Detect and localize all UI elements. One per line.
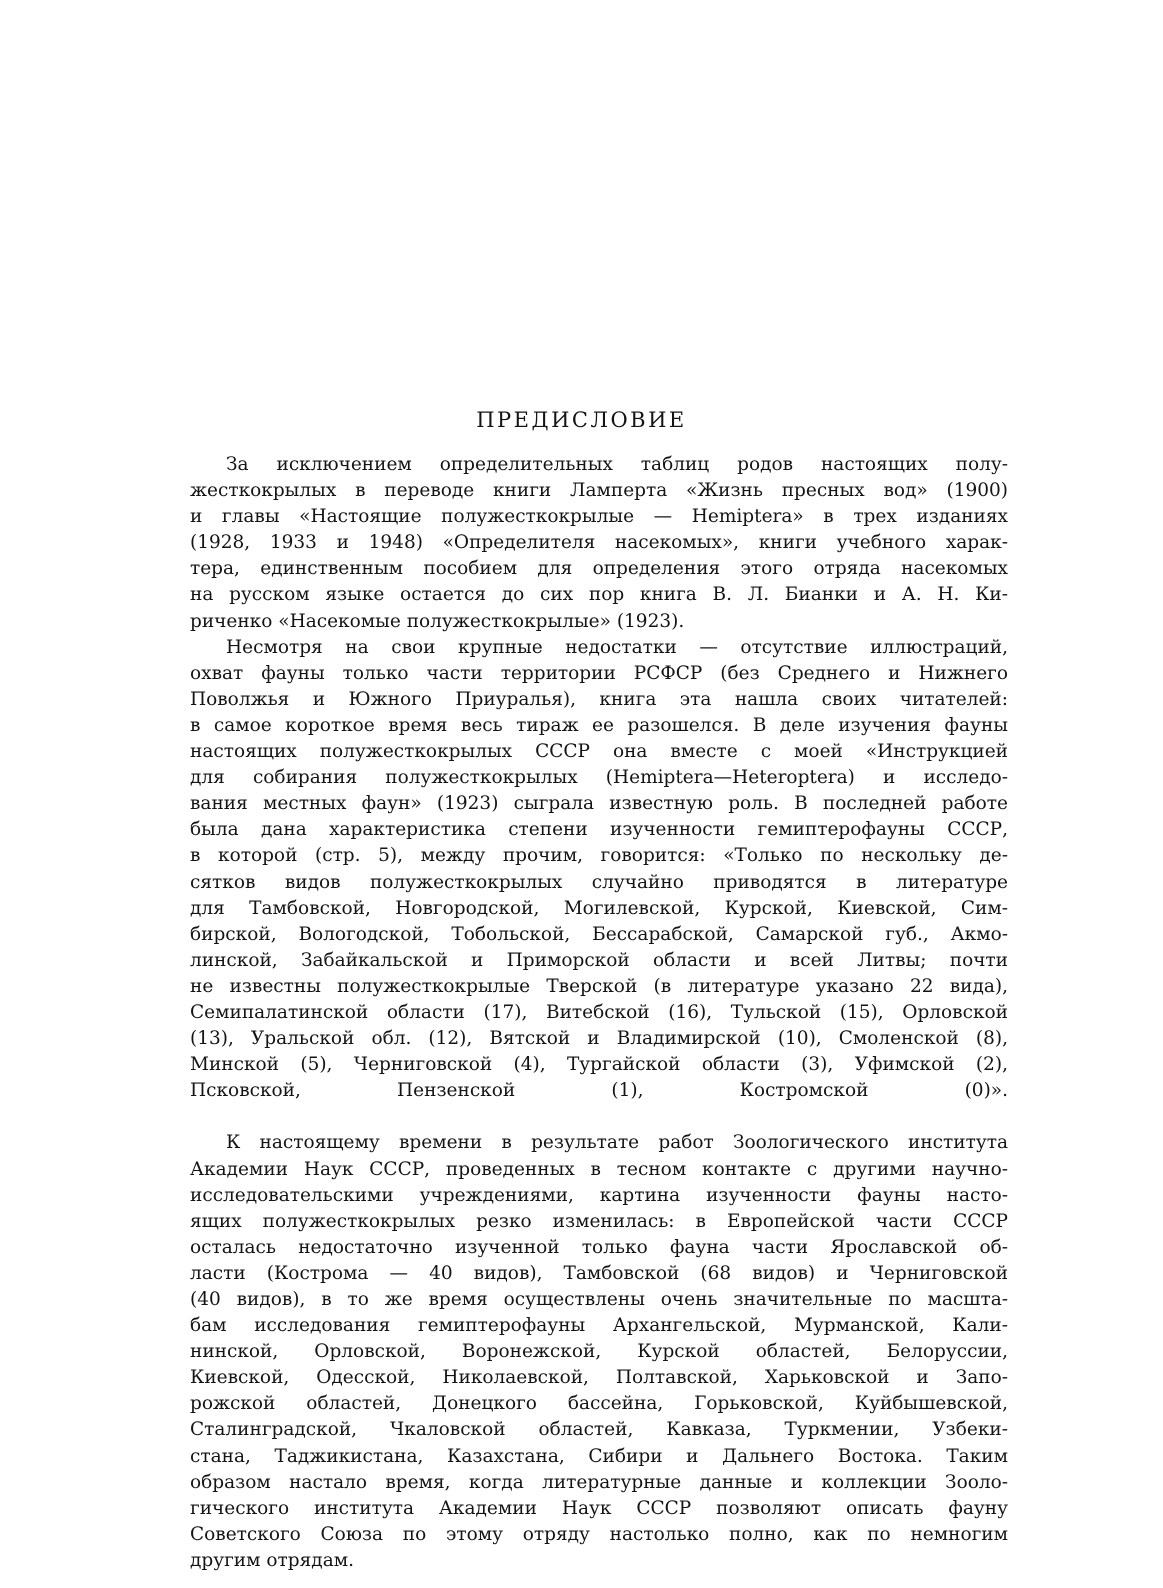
text-line: Киевской, Одесской, Николаевской, Полтавской, Харьковской и Запо- (190, 1367, 1008, 1389)
text-line: исследовательскими учреждениями, картина изученности фауны насто- (190, 1184, 1008, 1206)
text-line: в которой (стр. 5), между прочим, говорится: «Только по нескольку де- (190, 845, 1008, 867)
paragraph-3 (190, 1130, 1008, 1574)
text-line: жесткокрылых в переводе книги Ламперта «Жизнь пресных вод» (1900) (190, 480, 1008, 502)
text-line: стана, Таджикистана, Казахстана, Сибири и Дальнего Востока. Таким (190, 1445, 1008, 1467)
text-line: осталась недостаточно изученной только фауна части Ярославской об- (190, 1236, 1008, 1258)
page-title: ПРЕДИСЛОВИЕ (476, 408, 687, 432)
text-line: рожской областей, Донецкого бассейна, Горьковской, Куйбышевской, (190, 1393, 1008, 1415)
text-line: (1928, 1933 и 1948) «Определителя насекомых», книги учебного харак- (190, 532, 1008, 554)
text-line: на русском языке остается до сих пор книга В. Л. Бианки и А. Н. Ки- (190, 584, 1008, 606)
text-line: К настоящему времени в результате работ Зоологического института (226, 1132, 1008, 1154)
text-line: (13), Уральской обл. (12), Вятской и Владимирской (10), Смоленской (8), (190, 1028, 1008, 1050)
text-line: образом настало время, когда литературные данные и коллекции Зооло- (190, 1471, 1008, 1493)
text-line: тера, единственным пособием для определения этого отряда насекомых (190, 558, 1008, 580)
text-line: ящих полужесткокрылых резко изменилась: в Европейской части СССР (190, 1210, 1008, 1232)
text-line: Сталинградской, Чкаловской областей, Кавказа, Туркмении, Узбеки- (190, 1419, 1008, 1441)
text-line: Минской (5), Черниговской (4), Тургайской области (3), Уфимской (2), (190, 1054, 1008, 1076)
text-line: настоящих полужесткокрылых СССР она вместе с моей «Инструкцией (190, 741, 1008, 763)
text-line: вания местных фаун» (1923) сыграла известную роль. В последней работе (190, 793, 1008, 815)
text-line: ласти (Кострома — 40 видов), Тамбовской (68 видов) и Черниговской (190, 1262, 1008, 1284)
text-line: для собирания полужесткокрылых (Hemiptera—Heteroptera) и исследо- (190, 767, 1008, 789)
text-line: бирской, Вологодской, Тобольской, Бессарабской, Самарской губ., Акмо- (190, 923, 1008, 945)
paragraph-1 (190, 452, 1008, 635)
text-line: За исключением определительных таблиц родов настоящих полу- (226, 454, 1008, 475)
text-line: Академии Наук СССР, проведенных в тесном контакте с другими научно- (190, 1158, 1008, 1180)
text-line: бам исследования гемиптерофауны Архангельской, Мурманской, Кали- (190, 1315, 1008, 1337)
body-text (190, 452, 1008, 1574)
text-line: Советского Союза по этому отряду настолько полно, как по немногим (190, 1523, 1008, 1545)
text-line: Псковской, Пензенской (1), Костромской (0)». (190, 1080, 1008, 1102)
text-line: и главы «Настоящие полужесткокрылые — Hemiptera» в трех изданиях (190, 506, 1008, 528)
paragraph-2 (190, 635, 1008, 1131)
text-line: для Тамбовской, Новгородской, Могилевской, Курской, Киевской, Сим- (190, 897, 1008, 919)
text-line: охват фауны только части территории РСФСР (без Среднего и Нижнего (190, 662, 1008, 684)
text-line: Несмотря на свои крупные недостатки — отсутствие иллюстраций, (226, 636, 1008, 658)
text-line: гического института Академии Наук СССР позволяют описать фауну (190, 1497, 1008, 1519)
text-line: (40 видов), в то же время осуществлены очень значительные по масшта- (190, 1289, 1008, 1310)
text-line: риченко «Насекомые полужесткокрылые» (1923). (190, 610, 685, 632)
text-line: другим отрядам. (190, 1549, 354, 1571)
text-line: сятков видов полужесткокрылых случайно приводятся в литературе (190, 871, 1008, 893)
text-line: Поволжья и Южного Приуралья), книга эта нашла своих читателей: (190, 688, 1008, 710)
text-line (190, 1104, 1008, 1130)
text-line: была дана характеристика степени изученности гемиптерофауны СССР, (190, 819, 1008, 841)
text-line: линской, Забайкальской и Приморской области и всей Литвы; почти (190, 949, 1008, 971)
text-line: Семипалатинской области (17), Витебской (16), Тульской (15), Орловской (190, 1001, 1008, 1023)
text-line: не известны полужесткокрылые Тверской (в литературе указано 22 вида), (190, 975, 1008, 997)
text-line: нинской, Орловской, Воронежской, Курской областей, Белоруссии, (190, 1341, 1008, 1363)
text-line: в самое короткое время весь тираж ее разошелся. В деле изучения фауны (190, 714, 1008, 736)
